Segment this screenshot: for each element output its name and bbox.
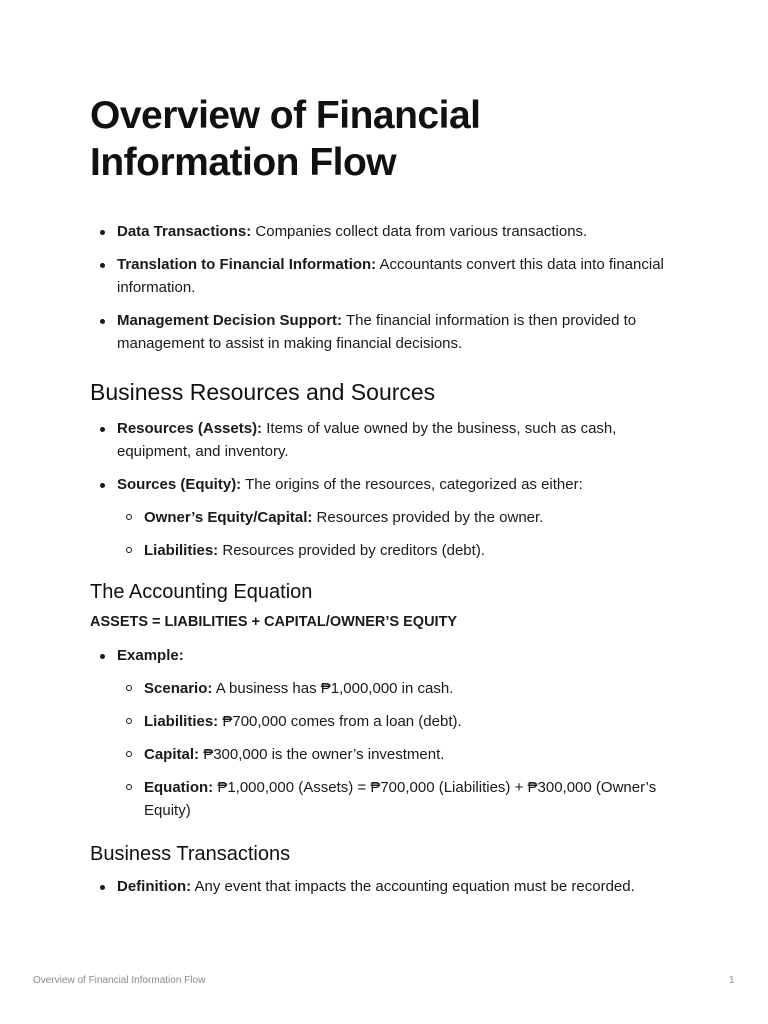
sub-list-item [117,710,690,733]
item-text: The origins of the resources, categorized as either: [245,476,583,493]
item-term: Scenario: [144,680,213,697]
sub-list-item [117,539,690,562]
sub-list-item [117,743,690,766]
list-item [90,220,690,243]
sub-list-item [117,506,690,529]
list-item [90,644,690,822]
item-term: Translation to Financial Information: [117,256,377,273]
item-text: A business has ₱1,000,000 in cash. [215,680,454,697]
item-term: Owner’s Equity/Capital: [144,509,313,526]
section-heading-resources: Business Resources and Sources [90,379,436,405]
intro-list [90,220,690,355]
item-text: Any event that impacts the accounting equation must be recorded. [194,878,635,895]
item-term: Sources (Equity): [117,476,242,493]
page-title: Overview of Financial Information Flow [90,94,481,184]
item-term: Management Decision Support: [117,312,343,329]
sources-sublist [117,506,690,562]
list-item [90,309,690,355]
footer-document-title: Overview of Financial Information Flow [33,975,206,986]
list-item [90,253,690,299]
item-term: Capital: [144,746,200,763]
sub-list-item [117,677,690,700]
document-page [90,92,690,898]
item-text: Companies collect data from various transactions. [255,223,588,240]
accounting-equation: ASSETS = LIABILITIES + CAPITAL/OWNER’S EQUITY [90,614,458,630]
example-sublist [117,677,690,822]
list-item [90,473,690,562]
item-text: The financial information is then provided to management to assist in making financial decisions. [117,312,637,352]
item-term: Data Transactions: [117,223,252,240]
item-text: Accountants convert this data into financial information. [117,256,664,296]
sub-list-item [117,776,690,822]
item-term: Liabilities: [144,713,219,730]
list-item [90,875,690,898]
footer-page-number: 1 [729,975,735,986]
item-text: Resources provided by the owner. [316,509,544,526]
item-term: Example: [117,647,184,664]
section-heading-equation: The Accounting Equation [90,581,313,603]
item-term: Equation: [144,779,214,796]
item-text: Resources provided by creditors (debt). [222,542,485,559]
example-list [90,644,690,822]
resources-list [90,417,690,562]
item-text: ₱300,000 is the owner’s investment. [203,746,445,763]
section-heading-transactions: Business Transactions [90,843,291,865]
item-text: ₱1,000,000 (Assets) = ₱700,000 (Liabilities) + ₱300,000 (Owner’s Equity) [144,779,657,819]
list-item [90,417,690,463]
item-term: Definition: [117,878,192,895]
item-text: Items of value owned by the business, such as cash, equipment, and inventory. [117,420,617,460]
item-text: ₱700,000 comes from a loan (debt). [222,713,462,730]
item-term: Resources (Assets): [117,420,263,437]
item-term: Liabilities: [144,542,219,559]
transactions-list [90,875,690,898]
